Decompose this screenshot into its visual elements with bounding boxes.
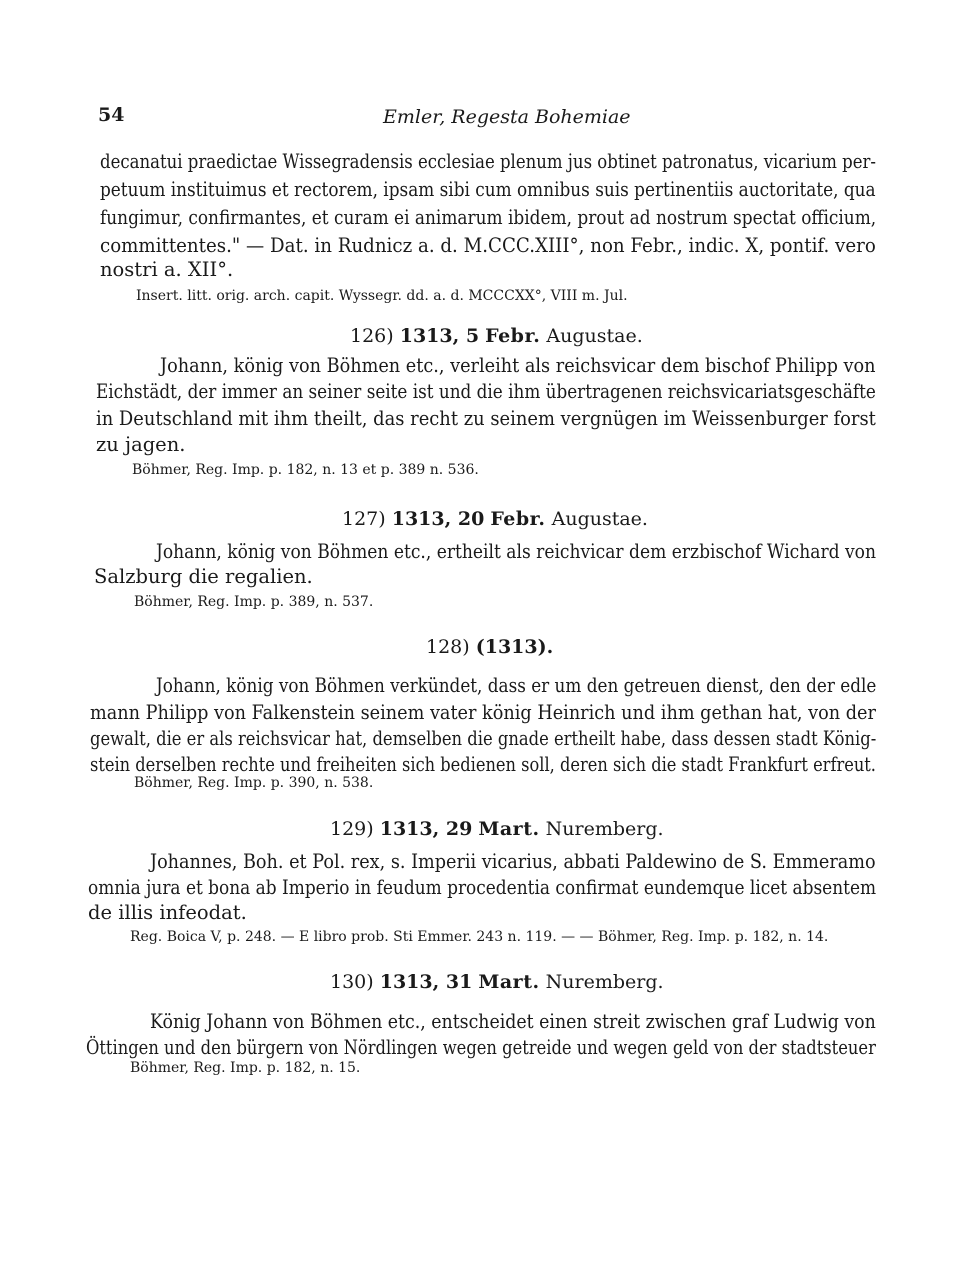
entry-number: 126): [350, 325, 394, 347]
paragraph-line: zu jagen.: [96, 433, 186, 456]
entry-heading: [426, 638, 553, 657]
paragraph-line: fungimur, confirmantes, et curam ei animarum ibidem, prout ad nostrum spectat officium,: [100, 206, 877, 229]
entry-heading: [330, 820, 664, 839]
entry-number: 128): [426, 636, 470, 658]
entry-place: Nuremberg.: [545, 818, 664, 840]
entry-number: 127): [342, 508, 386, 530]
paragraph-line: stein derselben rechte und freiheiten sich bedienen soll, deren sich die stadt Frankfurt erfreut.: [90, 753, 876, 776]
entry-number: 130): [330, 971, 374, 993]
entry-place: Augustae.: [551, 508, 648, 530]
paragraph-line: Eichstädt, der immer an seiner seite ist und die ihm übertragenen reichsvicariatsgeschäfte: [96, 380, 876, 403]
running-title: Emler, Regesta Bohemiae: [383, 106, 631, 128]
paragraph-line: Johann, könig von Böhmen etc., ertheilt als reichvicar dem erzbischof Wichard von: [156, 540, 876, 563]
paragraph-line: mann Philipp von Falkenstein seinem vater könig Heinrich und ihm gethan hat, von der: [90, 701, 876, 724]
source-citation: Böhmer, Reg. Imp. p. 390, n. 538.: [134, 775, 374, 791]
paragraph-line: Johann, könig von Böhmen verkündet, dass er um den getreuen dienst, den der edle: [156, 674, 877, 697]
paragraph-line: nostri a. XII°.: [100, 258, 234, 281]
entry-date: 1313, 20: [391, 508, 485, 530]
paragraph-line: Öttingen und den bürgern von Nördlingen wegen getreide und wegen geld von der stadtsteuer: [86, 1036, 876, 1059]
entry-place: Augustae.: [546, 325, 643, 347]
entry-date: 1313, 5: [399, 325, 480, 347]
paragraph-line: de illis infeodat.: [88, 901, 247, 924]
source-citation: Insert. litt. orig. arch. capit. Wyssegr. dd. a. d. MCCCXX°, VIII m. Jul.: [136, 288, 628, 304]
entry-number: 129): [330, 818, 374, 840]
paragraph-line: committentes." — Dat. in Rudnicz a. d. M.CCC.XIII°, non Febr., indic. X, pontif. vero: [100, 234, 876, 257]
entry-place: Nuremberg.: [545, 971, 664, 993]
paragraph-line: Salzburg die regalien.: [94, 565, 313, 588]
source-citation: Böhmer, Reg. Imp. p. 182, n. 13 et p. 389 n. 536.: [132, 462, 479, 478]
paragraph-line: petuum instituimus et rectorem, ipsam sibi cum omnibus suis pertinentiis auctoritate, qua: [100, 178, 876, 201]
entry-month: Mart.: [478, 971, 540, 993]
entry-heading: [330, 973, 664, 992]
entry-month: Febr.: [485, 325, 541, 347]
source-citation: Reg. Boica V, p. 248. — E libro prob. Sti Emmer. 243 n. 119. — — Böhmer, Reg. Imp. p. 182, n. 14.: [130, 929, 829, 945]
paragraph-line: decanatui praedictae Wissegradensis ecclesiae plenum jus obtinet patronatus, vicarium per-: [100, 150, 876, 173]
entry-date: 1313, 31: [379, 971, 473, 993]
paragraph-line: Johannes, Boh. et Pol. rex, s. Imperii vicarius, abbati Paldewino de S. Emmeramo: [150, 850, 876, 873]
source-citation: Böhmer, Reg. Imp. p. 389, n. 537.: [134, 594, 374, 610]
page-header: [98, 104, 631, 134]
paragraph-line: in Deutschland mit ihm theilt, das recht zu seinem vergnügen im Weissenburger forst: [96, 407, 876, 430]
entry-heading: [342, 510, 648, 529]
entry-month: Mart.: [478, 818, 540, 840]
page-number: 54: [98, 104, 125, 126]
source-citation: Böhmer, Reg. Imp. p. 182, n. 15.: [130, 1060, 361, 1076]
paragraph-line: König Johann von Böhmen etc., entscheidet einen streit zwischen graf Ludwig von: [150, 1010, 876, 1033]
paragraph-line: gewalt, die er als reichsvicar hat, demselben die gnade ertheilt habe, dass dessen stadt König-: [90, 727, 877, 750]
entry-date: (1313).: [475, 636, 554, 658]
paragraph-line: omnia jura et bona ab Imperio in feudum procedentia confirmat eundemque licet absentem: [88, 876, 877, 899]
entry-date: 1313, 29: [379, 818, 473, 840]
entry-heading: [350, 327, 643, 346]
entry-month: Febr.: [490, 508, 546, 530]
paragraph-line: Johann, könig von Böhmen etc., verleiht als reichsvicar dem bischof Philipp von: [160, 354, 876, 377]
